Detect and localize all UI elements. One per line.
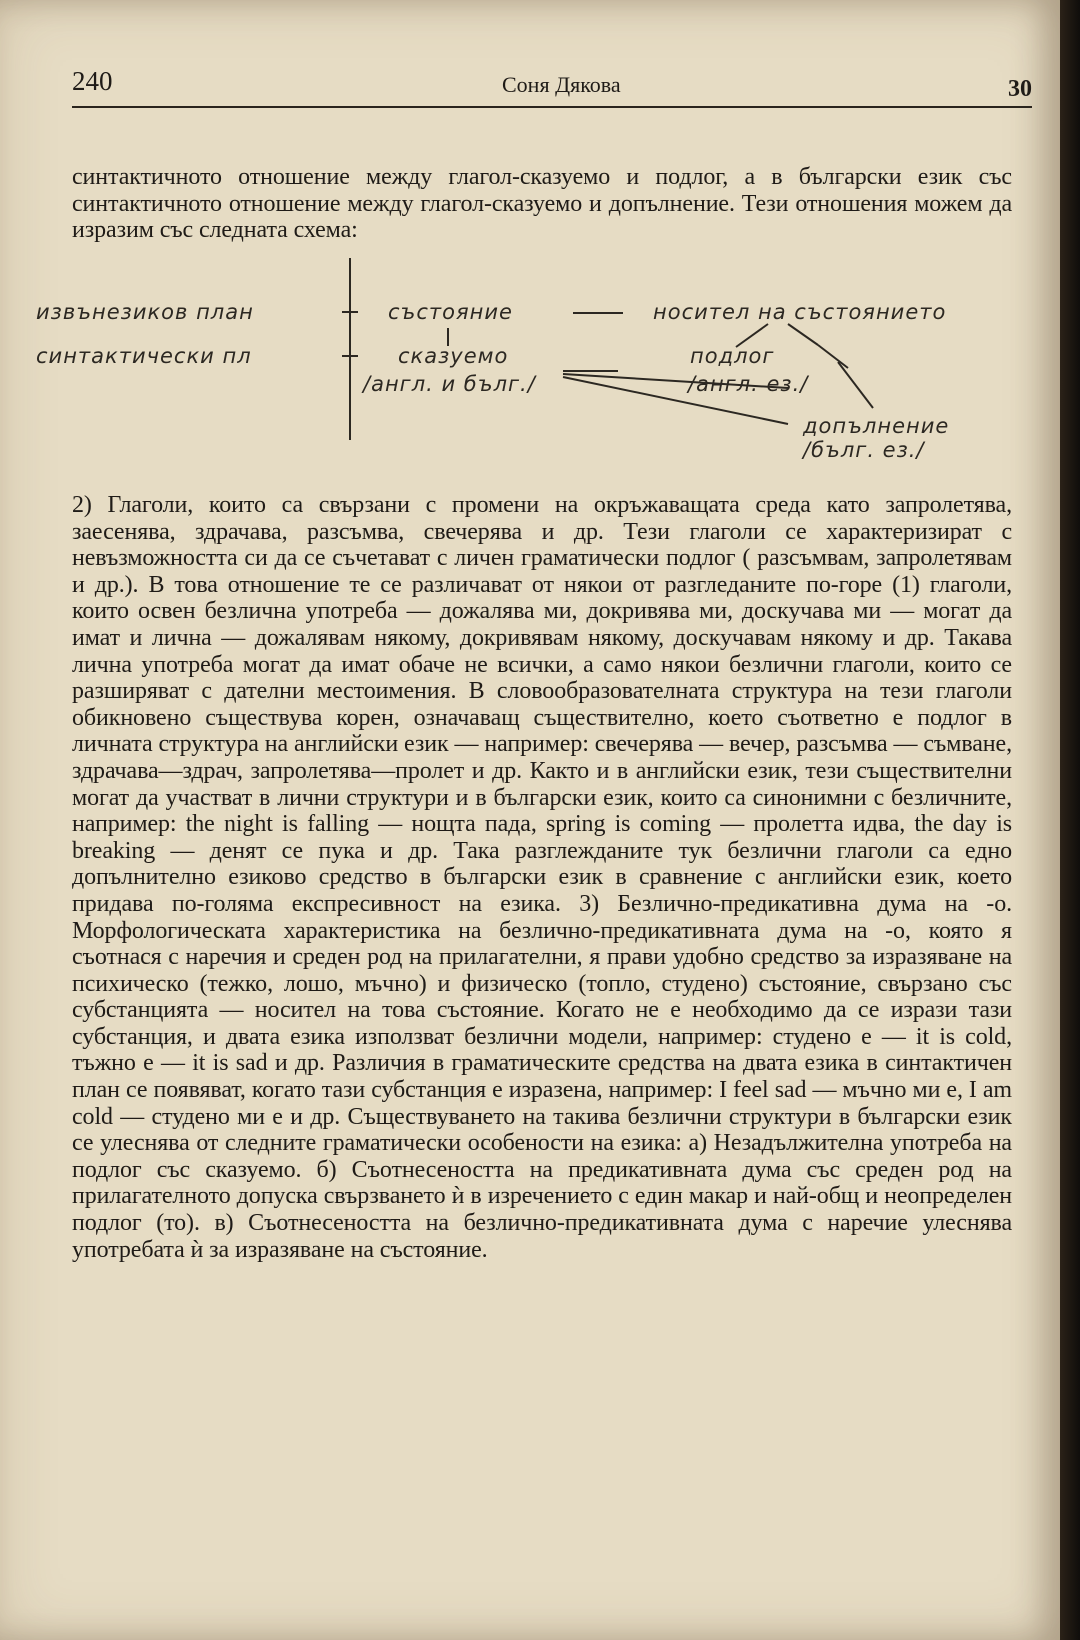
header-rule (72, 106, 1032, 108)
bearer-right-link-2 (818, 345, 848, 368)
diagram-label-subject-note: /англ. ез./ (688, 372, 809, 396)
diagram-label-syntactic: синтактически пл (36, 344, 252, 368)
subject-object-link (838, 362, 873, 408)
diagram-label-object-note: /бълг. ез./ (803, 438, 925, 462)
page-number: 240 (72, 66, 113, 96)
diagram-label-object: допълнение (803, 414, 950, 438)
running-author: Соня Дякова (502, 72, 621, 97)
diagram-label-state: състояние (388, 300, 513, 324)
diagram-label-predicate: сказуемо (398, 344, 509, 368)
main-paragraph: 2) Глаголи, които са свързани с промени на окръжаващата среда като запролетява, заесенява, здрачава, разсъмва, свечерява и др. Тези глаголи се характеризират с невъзможността си да се съчетават с личен граматически подлог ( разсъмвам, запролетявам и др.). В това отношение те се различават от някои от разгледаните по-горе (1) глаголи, които освен безлична употреба — дожалява ми, докривява ми, доскучава ми — могат да имат и лична — дожалявам някому, докривявам някому, доскучавам някому и др. Такава лична употреба могат да имат обаче не всички, а само някои безлични глаголи, които се разширяват с дателни местоимения. В словообразователната структура на тези глаголи обикновено съществува корен, означаващ съществително, което съответно е подлог в личната структура на английски език — например: свечерява — вечер, разсъмва — съмване, здрачава—здрач, запролетява—пролет и др. Както и в английски език, тези съществителни могат да участват в лични структури и в български език, които са синонимни с безличните, например: the night is falling — нощта пада, spring is coming — пролетта идва, the day is breaking — денят се пука и др. Така разглежданите тук безлични глаголи са едно допълнително езиково средство в български език в сравнение с английски език, което придава по-голяма експресивност на езика. 3) Безлично-предикативна дума на -о. Морфологическата характеристика на безлично-предикативната дума на -о, която я съотнася с наречия и среден род на прилагателни, я прави удобно средство за изразяване на психическо (тежко, лошо, мъчно) и физическо (топло, студено) състояние, свързано със субстанцията — носител на това състояние. Когато не е необходимо да се изрази тази субстанция, и двата езика използват безлични модели, например: студено е — it is cold, тъжно е — it is sad и др. Различия в граматическите средства на двата езика в синтактичен план се появяват, когато тази субстанция е изразена, например: I feel sad — мъчно ми е, I am cold — студено ми е и др. Съществуването на такива безлични структури в български език се улеснява от следните граматически особености на езика: а) Незадължителна употреба на подлог със сказуемо. б) Съотнесеността на предикативната дума със среден род на прилагателното допуска свързването ѝ в изречението с един макар и най-общ и неопределен подлог (то). в) Съотнесеността на безлично-предикативната дума с наречие улеснява употребата ѝ за изразяване на състояние. (72, 492, 1012, 1263)
intro-paragraph: синтактичното отношение между глагол-сказуемо и подлог, а в български език със синтактичното отношение между глагол-сказуемо и допълнение. Тези отношения можем да изразим със следната схема: (72, 164, 1012, 244)
chapter-number: 30 (1008, 76, 1032, 102)
diagram-label-extralinguistic: извънезиков план (36, 300, 254, 324)
diagram-label-bearer: носител на състоянието (653, 300, 947, 324)
diagram-label-subject: подлог (690, 344, 775, 368)
page-edge (1060, 0, 1080, 1640)
syntax-diagram (28, 250, 1028, 460)
diagram-label-predicate-note: /англ. и бълг./ (363, 372, 536, 396)
bearer-right-link (788, 324, 818, 345)
running-header (72, 66, 1032, 110)
